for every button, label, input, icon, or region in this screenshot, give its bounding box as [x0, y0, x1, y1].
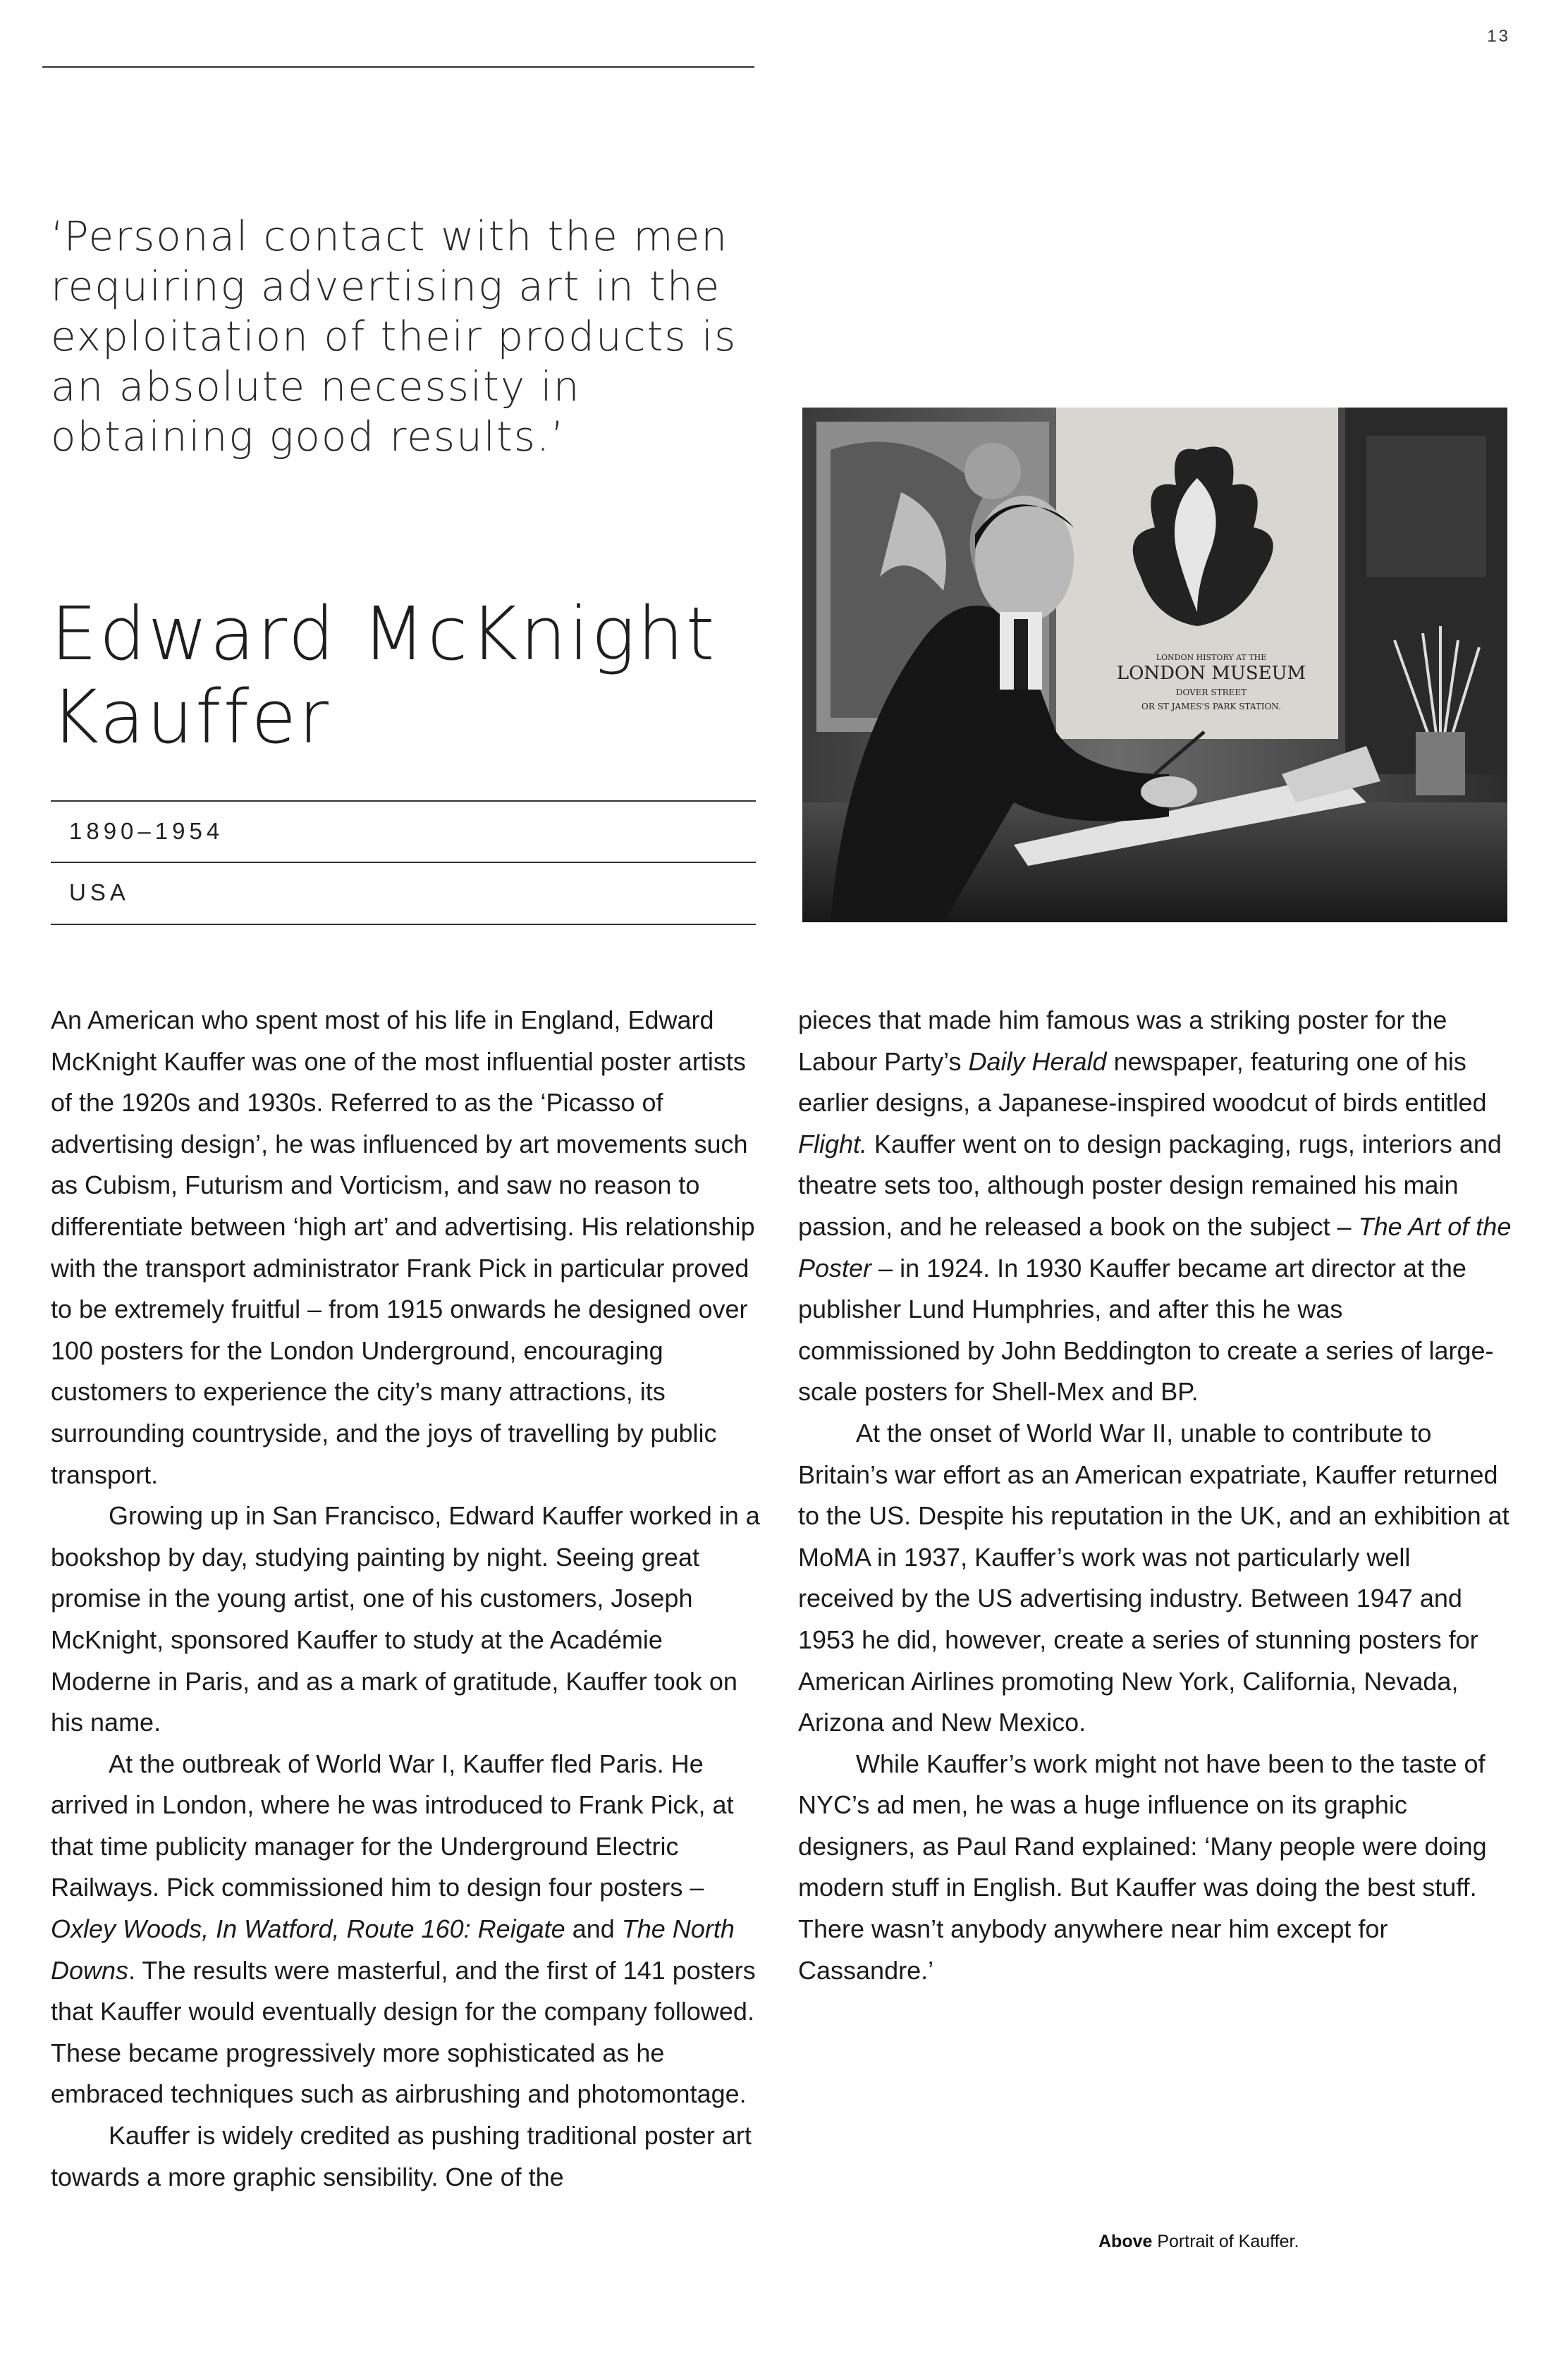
woodcut-title: Flight.: [798, 1129, 868, 1158]
poster-titles: Oxley Woods, In Watford, Route 160: Reigate: [51, 1914, 565, 1944]
left-paragraph-1: An American who spent most of his life in England, Edward McKnight Kauffer was one of the most influential poster artists of the 1920s and 1930s. Referred to as the ‘Picasso of advertising design’, he was influenced by art movements such as Cubism, Futurism and Vorticism, and saw no reason to differentiate between ‘high art’ and advertising. His relationship with the transport administrator Frank Pick in particular proved to be extremely fruitful – from 1915 onwards he designed over 100 posters for the London Underground, encouraging customers to experience the city’s many attractions, its surrounding countryside, and the joys of travelling by public transport.: [51, 1005, 755, 1489]
rule-below-country: [51, 924, 756, 925]
caption-text: Portrait of Kauffer.: [1152, 2232, 1299, 2251]
left-paragraph-4: Kauffer is widely credited as pushing traditional poster art towards a more graphic sensibility. One of the: [51, 2121, 752, 2191]
poster-line-1: LONDON HISTORY AT THE: [1156, 653, 1267, 662]
text-run: – in 1924. In 1930 Kauffer became art director at the publisher Lund Humphries, and after this he was commissioned by John Beddington to create a series of large-scale posters for Shell-Mex and BP.: [798, 1253, 1494, 1407]
poster-line-3: DOVER STREET: [1175, 687, 1247, 697]
rule-above-country: [51, 862, 756, 863]
caption-label: Above: [1098, 2232, 1153, 2251]
photo-caption: [1098, 2232, 1299, 2252]
rule-above-dates: [51, 800, 756, 802]
text-run: Kauffer went on to design packaging, rugs, interiors and theatre sets too, although poster design remained his main passion, and he released a book on the subject –: [798, 1129, 1502, 1241]
text-run: and: [565, 1914, 622, 1944]
text-run: At the outbreak of World War I, Kauffer fled Paris. He arrived in London, where he was introduced to Frank Pick, at that time publicity manager for the Underground Electric Railways. Pick commissioned him to design four posters –: [51, 1749, 734, 1902]
text-run: newspaper, featuring one of his earlier designs, a Japanese-inspired woodcut of birds entitled: [798, 1046, 1487, 1118]
country: USA: [69, 879, 130, 905]
newspaper-title: Daily Herald: [968, 1046, 1107, 1076]
text-run: pieces that made him famous was a striking poster for the Labour Party’s: [798, 1005, 1447, 1076]
poster-title: The North Downs: [51, 1914, 735, 1985]
artist-name: [51, 592, 756, 759]
right-paragraph-3: While Kauffer’s work might not have been to the taste of NYC’s ad men, he was a huge influence on its graphic designers, as Paul Rand explained: ‘Many people were doing modern stuff in English. But Kauffer was doing the best stuff. There wasn’t anybody anywhere near him except for Cassandre.’: [798, 1749, 1487, 1985]
right-paragraph-2: At the onset of World War II, unable to contribute to Britain’s war effort as an American expatriate, Kauffer returned to the US. Despite his reputation in the UK, and an exhibition at MoMA in 1937, Kauffer’s work was not particularly well received by the US advertising industry. Between 1947 and 1953 he did, however, create a series of stunning posters for American Airlines promoting New York, California, Nevada, Arizona and New Mexico.: [798, 1418, 1509, 1737]
artist-name-line-2: Kauffer: [51, 674, 331, 760]
poster-line-4: OR ST JAMES'S PARK STATION.: [1141, 702, 1281, 711]
right-paragraph-1: [798, 1000, 1512, 1413]
pull-quote: ‘Personal contact with the men requiring advertising art in the exploitation of their products is an absolute necessity in obtaining good results.’: [51, 212, 737, 460]
portrait-photo: [802, 408, 1507, 922]
text-run: . The results were masterful, and the first of 141 posters that Kauffer would eventually design for the company followed. These became progressively more sophisticated as he embraced techniques such as airbrushing and photomontage.: [51, 1955, 756, 2109]
artist-name-line-1: Edward McKnight: [51, 591, 717, 677]
poster-line-2: LONDON MUSEUM: [1116, 663, 1306, 684]
body-column-right: [798, 1000, 1512, 1991]
life-dates: 1890–1954: [69, 818, 224, 844]
body-column-left: [51, 1000, 764, 2198]
left-paragraph-2: Growing up in San Francisco, Edward Kauffer worked in a bookshop by day, studying painting by night. Seeing great promise in the young artist, one of his customers, Joseph McKnight, sponsored Kauffer to study at the Académie Moderne in Paris, and as a mark of gratitude, Kauffer took on his name.: [51, 1501, 760, 1737]
page-number: 13: [1487, 27, 1510, 46]
left-paragraph-3: [51, 1744, 764, 2115]
book-title: The Art of the Poster: [798, 1211, 1512, 1283]
top-rule: [42, 66, 754, 68]
